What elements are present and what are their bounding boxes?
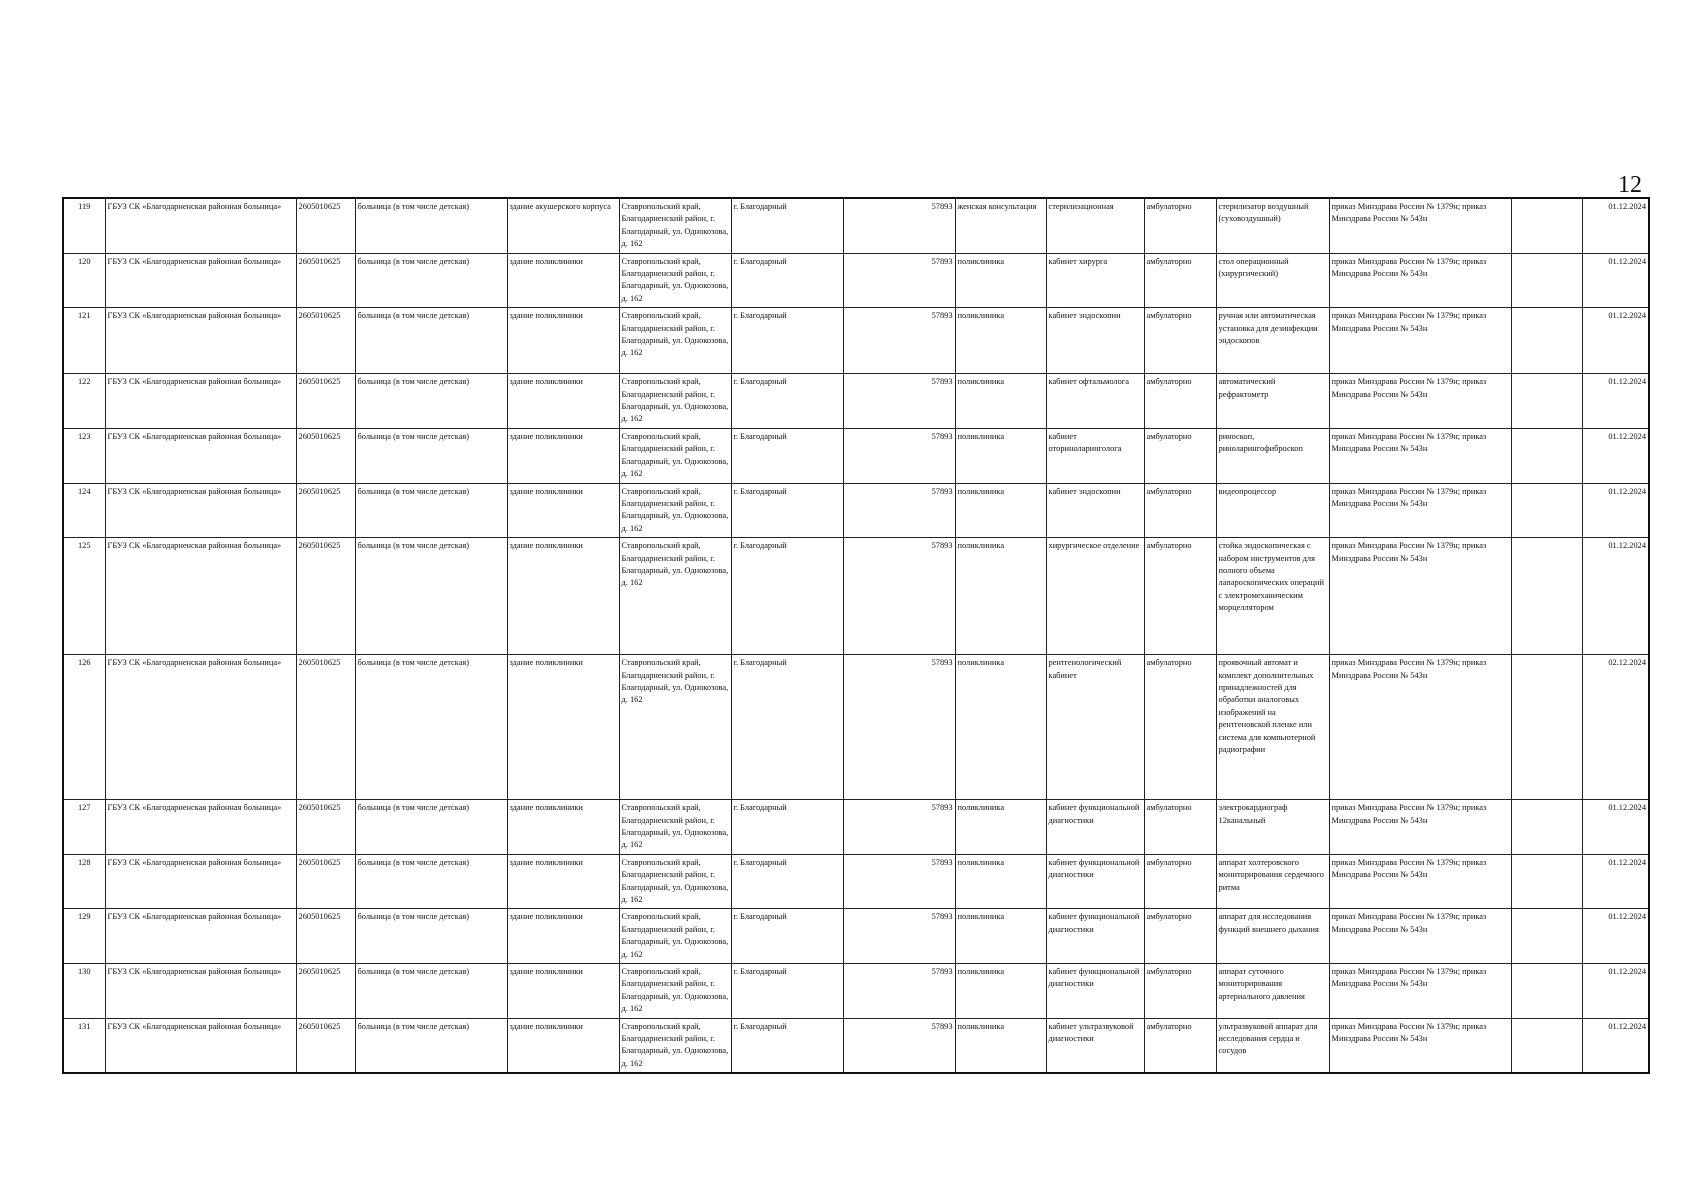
city: г. Благодарный xyxy=(731,374,843,429)
care-mode: амбулаторно xyxy=(1144,800,1216,855)
install-date: 01.12.2024 xyxy=(1582,854,1649,909)
locality-code: 57893 xyxy=(843,964,955,1019)
organization-name: ГБУЗ СК «Благодарненская районная больница» xyxy=(105,800,296,855)
facility-type: больница (в том числе детская) xyxy=(355,374,507,429)
care-mode: амбулаторно xyxy=(1144,1018,1216,1073)
regulation-order: приказ Минздрава России № 1379н; приказ Минздрава России № 543н xyxy=(1329,909,1511,964)
table-row xyxy=(63,308,1649,374)
install-date: 01.12.2024 xyxy=(1582,1018,1649,1073)
address: Ставропольский край, Благодарненский район, г. Благодарный, ул. Однокозова, д. 162 xyxy=(619,854,731,909)
row-number: 124 xyxy=(63,483,105,538)
address: Ставропольский край, Благодарненский район, г. Благодарный, ул. Однокозова, д. 162 xyxy=(619,800,731,855)
department: поликлиника xyxy=(955,308,1046,374)
equipment-name: аппарат холтеровского мониторирования сердечного ритма xyxy=(1216,854,1329,909)
row-number: 119 xyxy=(63,198,105,253)
regulation-order: приказ Минздрава России № 1379н; приказ Минздрава России № 543н xyxy=(1329,198,1511,253)
organization-name: ГБУЗ СК «Благодарненская районная больница» xyxy=(105,964,296,1019)
building-name: здание поликлиники xyxy=(507,1018,619,1073)
care-mode: амбулаторно xyxy=(1144,854,1216,909)
address: Ставропольский край, Благодарненский район, г. Благодарный, ул. Однокозова, д. 162 xyxy=(619,253,731,308)
address: Ставропольский край, Благодарненский район, г. Благодарный, ул. Однокозова, д. 162 xyxy=(619,964,731,1019)
table-row xyxy=(63,800,1649,855)
room-name: стерилизационная xyxy=(1046,198,1144,253)
install-date: 01.12.2024 xyxy=(1582,374,1649,429)
equipment-register-table xyxy=(62,197,1650,1074)
locality-code: 57893 xyxy=(843,1018,955,1073)
city: г. Благодарный xyxy=(731,428,843,483)
department: поликлиника xyxy=(955,909,1046,964)
equipment-name: проявочный автомат и комплект дополнительных принадлежностей для обработки аналоговых изображений на рентгеновской пленке или система для компьютерной радиографии xyxy=(1216,655,1329,800)
table-body xyxy=(63,198,1649,1073)
regulation-order: приказ Минздрава России № 1379н; приказ Минздрава России № 543н xyxy=(1329,538,1511,655)
department: женская консультация xyxy=(955,198,1046,253)
inn-code: 2605010625 xyxy=(296,964,355,1019)
department: поликлиника xyxy=(955,483,1046,538)
regulation-order: приказ Минздрава России № 1379н; приказ Минздрава России № 543н xyxy=(1329,374,1511,429)
table-row xyxy=(63,253,1649,308)
row-number: 122 xyxy=(63,374,105,429)
locality-code: 57893 xyxy=(843,308,955,374)
extra-cell xyxy=(1511,428,1582,483)
table-row xyxy=(63,428,1649,483)
extra-cell xyxy=(1511,854,1582,909)
organization-name: ГБУЗ СК «Благодарненская районная больница» xyxy=(105,909,296,964)
equipment-name: стерилизатор воздушный (суховоздушный) xyxy=(1216,198,1329,253)
department: поликлиника xyxy=(955,800,1046,855)
facility-type: больница (в том числе детская) xyxy=(355,538,507,655)
building-name: здание поликлиники xyxy=(507,308,619,374)
equipment-name: ручная или автоматическая установка для дезинфекции эндоскопов xyxy=(1216,308,1329,374)
department: поликлиника xyxy=(955,964,1046,1019)
inn-code: 2605010625 xyxy=(296,1018,355,1073)
facility-type: больница (в том числе детская) xyxy=(355,308,507,374)
extra-cell xyxy=(1511,909,1582,964)
care-mode: амбулаторно xyxy=(1144,909,1216,964)
facility-type: больница (в том числе детская) xyxy=(355,655,507,800)
inn-code: 2605010625 xyxy=(296,854,355,909)
organization-name: ГБУЗ СК «Благодарненская районная больница» xyxy=(105,538,296,655)
equipment-name: ультразвуковой аппарат для исследования сердца и сосудов xyxy=(1216,1018,1329,1073)
city: г. Благодарный xyxy=(731,964,843,1019)
install-date: 01.12.2024 xyxy=(1582,800,1649,855)
room-name: рентгенологический кабинет xyxy=(1046,655,1144,800)
department: поликлиника xyxy=(955,854,1046,909)
inn-code: 2605010625 xyxy=(296,538,355,655)
extra-cell xyxy=(1511,483,1582,538)
building-name: здание поликлиники xyxy=(507,428,619,483)
extra-cell xyxy=(1511,374,1582,429)
extra-cell xyxy=(1511,964,1582,1019)
organization-name: ГБУЗ СК «Благодарненская районная больница» xyxy=(105,428,296,483)
inn-code: 2605010625 xyxy=(296,800,355,855)
address: Ставропольский край, Благодарненский район, г. Благодарный, ул. Однокозова, д. 162 xyxy=(619,909,731,964)
department: поликлиника xyxy=(955,655,1046,800)
department: поликлиника xyxy=(955,374,1046,429)
row-number: 120 xyxy=(63,253,105,308)
extra-cell xyxy=(1511,253,1582,308)
install-date: 01.12.2024 xyxy=(1582,308,1649,374)
building-name: здание поликлиники xyxy=(507,964,619,1019)
facility-type: больница (в том числе детская) xyxy=(355,1018,507,1073)
room-name: кабинет офтальмолога xyxy=(1046,374,1144,429)
organization-name: ГБУЗ СК «Благодарненская районная больница» xyxy=(105,655,296,800)
city: г. Благодарный xyxy=(731,253,843,308)
equipment-name: видеопроцессор xyxy=(1216,483,1329,538)
install-date: 01.12.2024 xyxy=(1582,198,1649,253)
organization-name: ГБУЗ СК «Благодарненская районная больница» xyxy=(105,483,296,538)
regulation-order: приказ Минздрава России № 1379н; приказ Минздрава России № 543н xyxy=(1329,483,1511,538)
locality-code: 57893 xyxy=(843,253,955,308)
building-name: здание поликлиники xyxy=(507,909,619,964)
room-name: кабинет оториноларинголога xyxy=(1046,428,1144,483)
care-mode: амбулаторно xyxy=(1144,483,1216,538)
city: г. Благодарный xyxy=(731,655,843,800)
room-name: хирургическое отделение xyxy=(1046,538,1144,655)
department: поликлиника xyxy=(955,538,1046,655)
equipment-name: стойка эндоскопическая с набором инструментов для полного объема лапароскопических операций с электромеханическим морцеллятором xyxy=(1216,538,1329,655)
address: Ставропольский край, Благодарненский район, г. Благодарный, ул. Однокозова, д. 162 xyxy=(619,1018,731,1073)
regulation-order: приказ Минздрава России № 1379н; приказ Минздрава России № 543н xyxy=(1329,428,1511,483)
facility-type: больница (в том числе детская) xyxy=(355,428,507,483)
facility-type: больница (в том числе детская) xyxy=(355,253,507,308)
install-date: 01.12.2024 xyxy=(1582,909,1649,964)
install-date: 01.12.2024 xyxy=(1582,483,1649,538)
organization-name: ГБУЗ СК «Благодарненская районная больница» xyxy=(105,253,296,308)
facility-type: больница (в том числе детская) xyxy=(355,909,507,964)
locality-code: 57893 xyxy=(843,428,955,483)
locality-code: 57893 xyxy=(843,374,955,429)
department: поликлиника xyxy=(955,1018,1046,1073)
facility-type: больница (в том числе детская) xyxy=(355,198,507,253)
table-row xyxy=(63,198,1649,253)
facility-type: больница (в том числе детская) xyxy=(355,854,507,909)
care-mode: амбулаторно xyxy=(1144,538,1216,655)
city: г. Благодарный xyxy=(731,909,843,964)
care-mode: амбулаторно xyxy=(1144,428,1216,483)
table-row xyxy=(63,964,1649,1019)
department: поликлиника xyxy=(955,253,1046,308)
row-number: 130 xyxy=(63,964,105,1019)
address: Ставропольский край, Благодарненский район, г. Благодарный, ул. Однокозова, д. 162 xyxy=(619,428,731,483)
regulation-order: приказ Минздрава России № 1379н; приказ Минздрава России № 543н xyxy=(1329,1018,1511,1073)
row-number: 126 xyxy=(63,655,105,800)
extra-cell xyxy=(1511,198,1582,253)
regulation-order: приказ Минздрава России № 1379н; приказ Минздрава России № 543н xyxy=(1329,854,1511,909)
regulation-order: приказ Минздрава России № 1379н; приказ Минздрава России № 543н xyxy=(1329,964,1511,1019)
care-mode: амбулаторно xyxy=(1144,655,1216,800)
organization-name: ГБУЗ СК «Благодарненская районная больница» xyxy=(105,1018,296,1073)
facility-type: больница (в том числе детская) xyxy=(355,800,507,855)
city: г. Благодарный xyxy=(731,854,843,909)
room-name: кабинет эндоскопии xyxy=(1046,483,1144,538)
inn-code: 2605010625 xyxy=(296,253,355,308)
organization-name: ГБУЗ СК «Благодарненская районная больница» xyxy=(105,854,296,909)
row-number: 123 xyxy=(63,428,105,483)
care-mode: амбулаторно xyxy=(1144,308,1216,374)
inn-code: 2605010625 xyxy=(296,655,355,800)
city: г. Благодарный xyxy=(731,1018,843,1073)
install-date: 02.12.2024 xyxy=(1582,655,1649,800)
install-date: 01.12.2024 xyxy=(1582,428,1649,483)
city: г. Благодарный xyxy=(731,800,843,855)
locality-code: 57893 xyxy=(843,909,955,964)
city: г. Благодарный xyxy=(731,198,843,253)
regulation-order: приказ Минздрава России № 1379н; приказ Минздрава России № 543н xyxy=(1329,253,1511,308)
city: г. Благодарный xyxy=(731,483,843,538)
room-name: кабинет эндоскопии xyxy=(1046,308,1144,374)
locality-code: 57893 xyxy=(843,483,955,538)
address: Ставропольский край, Благодарненский район, г. Благодарный, ул. Однокозова, д. 162 xyxy=(619,655,731,800)
equipment-name: стол операционный (хирургический) xyxy=(1216,253,1329,308)
equipment-name: аппарат для исследования функций внешнего дыхания xyxy=(1216,909,1329,964)
extra-cell xyxy=(1511,1018,1582,1073)
table-row xyxy=(63,538,1649,655)
equipment-name: автоматический рефрактометр xyxy=(1216,374,1329,429)
page-number: 12 xyxy=(1618,172,1642,198)
inn-code: 2605010625 xyxy=(296,483,355,538)
extra-cell xyxy=(1511,655,1582,800)
room-name: кабинет функциональной диагностики xyxy=(1046,854,1144,909)
care-mode: амбулаторно xyxy=(1144,253,1216,308)
table-row xyxy=(63,655,1649,800)
regulation-order: приказ Минздрава России № 1379н; приказ Минздрава России № 543н xyxy=(1329,655,1511,800)
city: г. Благодарный xyxy=(731,538,843,655)
organization-name: ГБУЗ СК «Благодарненская районная больница» xyxy=(105,198,296,253)
extra-cell xyxy=(1511,800,1582,855)
locality-code: 57893 xyxy=(843,854,955,909)
room-name: кабинет функциональной диагностики xyxy=(1046,964,1144,1019)
locality-code: 57893 xyxy=(843,538,955,655)
equipment-name: аппарат суточного мониторирования артериального давления xyxy=(1216,964,1329,1019)
building-name: здание поликлиники xyxy=(507,538,619,655)
building-name: здание поликлиники xyxy=(507,854,619,909)
table-row xyxy=(63,909,1649,964)
building-name: здание поликлиники xyxy=(507,800,619,855)
row-number: 125 xyxy=(63,538,105,655)
building-name: здание поликлиники xyxy=(507,253,619,308)
regulation-order: приказ Минздрава России № 1379н; приказ Минздрава России № 543н xyxy=(1329,308,1511,374)
row-number: 131 xyxy=(63,1018,105,1073)
address: Ставропольский край, Благодарненский район, г. Благодарный, ул. Однокозова, д. 162 xyxy=(619,308,731,374)
table-row xyxy=(63,483,1649,538)
organization-name: ГБУЗ СК «Благодарненская районная больница» xyxy=(105,308,296,374)
install-date: 01.12.2024 xyxy=(1582,253,1649,308)
room-name: кабинет функциональной диагностики xyxy=(1046,909,1144,964)
row-number: 127 xyxy=(63,800,105,855)
facility-type: больница (в том числе детская) xyxy=(355,483,507,538)
extra-cell xyxy=(1511,538,1582,655)
table-row xyxy=(63,854,1649,909)
building-name: здание акушерского корпуса xyxy=(507,198,619,253)
organization-name: ГБУЗ СК «Благодарненская районная больница» xyxy=(105,374,296,429)
locality-code: 57893 xyxy=(843,800,955,855)
address: Ставропольский край, Благодарненский район, г. Благодарный, ул. Однокозова, д. 162 xyxy=(619,198,731,253)
room-name: кабинет хирурга xyxy=(1046,253,1144,308)
city: г. Благодарный xyxy=(731,308,843,374)
table-row xyxy=(63,1018,1649,1073)
address: Ставропольский край, Благодарненский район, г. Благодарный, ул. Однокозова, д. 162 xyxy=(619,538,731,655)
facility-type: больница (в том числе детская) xyxy=(355,964,507,1019)
equipment-name: риноскоп, риноларингофиброскоп xyxy=(1216,428,1329,483)
inn-code: 2605010625 xyxy=(296,909,355,964)
install-date: 01.12.2024 xyxy=(1582,964,1649,1019)
locality-code: 57893 xyxy=(843,198,955,253)
room-name: кабинет ультразвуковой диагностики xyxy=(1046,1018,1144,1073)
row-number: 121 xyxy=(63,308,105,374)
address: Ставропольский край, Благодарненский район, г. Благодарный, ул. Однокозова, д. 162 xyxy=(619,483,731,538)
equipment-name: электрокардиограф 12канальный xyxy=(1216,800,1329,855)
building-name: здание поликлиники xyxy=(507,374,619,429)
install-date: 01.12.2024 xyxy=(1582,538,1649,655)
address: Ставропольский край, Благодарненский район, г. Благодарный, ул. Однокозова, д. 162 xyxy=(619,374,731,429)
building-name: здание поликлиники xyxy=(507,655,619,800)
room-name: кабинет функциональной диагностики xyxy=(1046,800,1144,855)
building-name: здание поликлиники xyxy=(507,483,619,538)
care-mode: амбулаторно xyxy=(1144,964,1216,1019)
extra-cell xyxy=(1511,308,1582,374)
care-mode: амбулаторно xyxy=(1144,198,1216,253)
department: поликлиника xyxy=(955,428,1046,483)
row-number: 128 xyxy=(63,854,105,909)
table-row xyxy=(63,374,1649,429)
regulation-order: приказ Минздрава России № 1379н; приказ Минздрава России № 543н xyxy=(1329,800,1511,855)
care-mode: амбулаторно xyxy=(1144,374,1216,429)
inn-code: 2605010625 xyxy=(296,428,355,483)
inn-code: 2605010625 xyxy=(296,198,355,253)
locality-code: 57893 xyxy=(843,655,955,800)
inn-code: 2605010625 xyxy=(296,308,355,374)
inn-code: 2605010625 xyxy=(296,374,355,429)
row-number: 129 xyxy=(63,909,105,964)
